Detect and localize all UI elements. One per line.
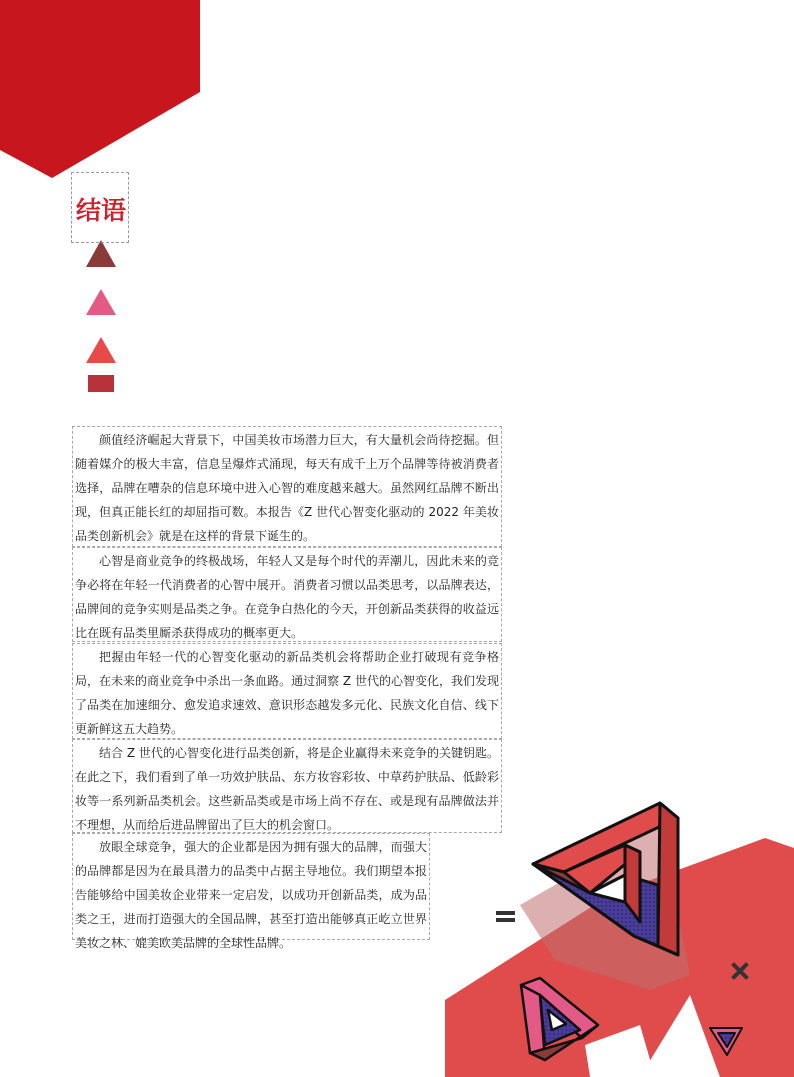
paragraph-1: 颜值经济崛起大背景下，中国美妆市场潜力巨大，有大量机会尚待挖掘。但随着媒介的极大丰富，信息呈爆炸式涌现，每天有成千上万个品牌等待被消费者选择，品牌在嘈杂的信息环境中进入心智的难度越来越大。虽然网红品牌不断出现，但真正能长红的却屈指可数。本报告《Z 世代心智变化驱动的 2022 年美妆品类创新机会》就是在这样的背景下诞生的。 — [72, 426, 502, 547]
equals-icon — [496, 911, 515, 922]
paragraph-2: 心智是商业竞争的终极战场，年轻人又是每个时代的弄潮儿，因此未来的竞争必将在年轻一代消费者的心智中展开。消费者习惯以品类思考，以品牌表达，品牌间的竞争实则是品类之争。在竞争白热化的今天，开创新品类获得的收益远比在既有品类里厮杀获得成功的概率更大。 — [72, 547, 502, 642]
marker-triangle-pink — [86, 289, 116, 315]
marker-triangle-maroon — [86, 240, 116, 267]
title-box — [71, 172, 129, 243]
page-title: 结语 — [76, 196, 127, 225]
marker-triangle-coral — [86, 337, 116, 363]
marker-square-maroon — [88, 375, 114, 392]
corner-hexagon — [0, 0, 200, 178]
paragraph-3: 把握由年轻一代的心智变化驱动的新品类机会将帮助企业打破现有竞争格局，在未来的商业竞争中杀出一条血路。通过洞察 Z 世代的心智变化，我们发现了品类在加速细分、愈发追求速效、意识形态越发多元化、民族文化自信、线下更新鲜这五大趋势。 — [72, 643, 502, 739]
paragraph-5: 放眼全球竞争，强大的企业都是因为拥有强大的品牌，而强大的品牌都是因为在最具潜力的品类中占据主导地位。我们期望本报告能够给中国美妆企业带来一定启发，以成功开创新品类，成为品类之王，进而打造强大的全国品牌，甚至打造出能够真正屹立世界美妆之林、媲美欧美品牌的全球性品牌。 — [72, 833, 430, 940]
paragraph-4: 结合 Z 世代的心智变化进行品类创新，将是企业赢得未来竞争的关键钥匙。在此之下，我们看到了单一功效护肤品、东方妆容彩妆、中草药护肤品、低龄彩妆等一系列新品类机会。这些新品类或是市场上尚不存在、或是现有品牌做法并不理想，从而给后进品牌留出了巨大的机会窗口。 — [72, 739, 502, 833]
